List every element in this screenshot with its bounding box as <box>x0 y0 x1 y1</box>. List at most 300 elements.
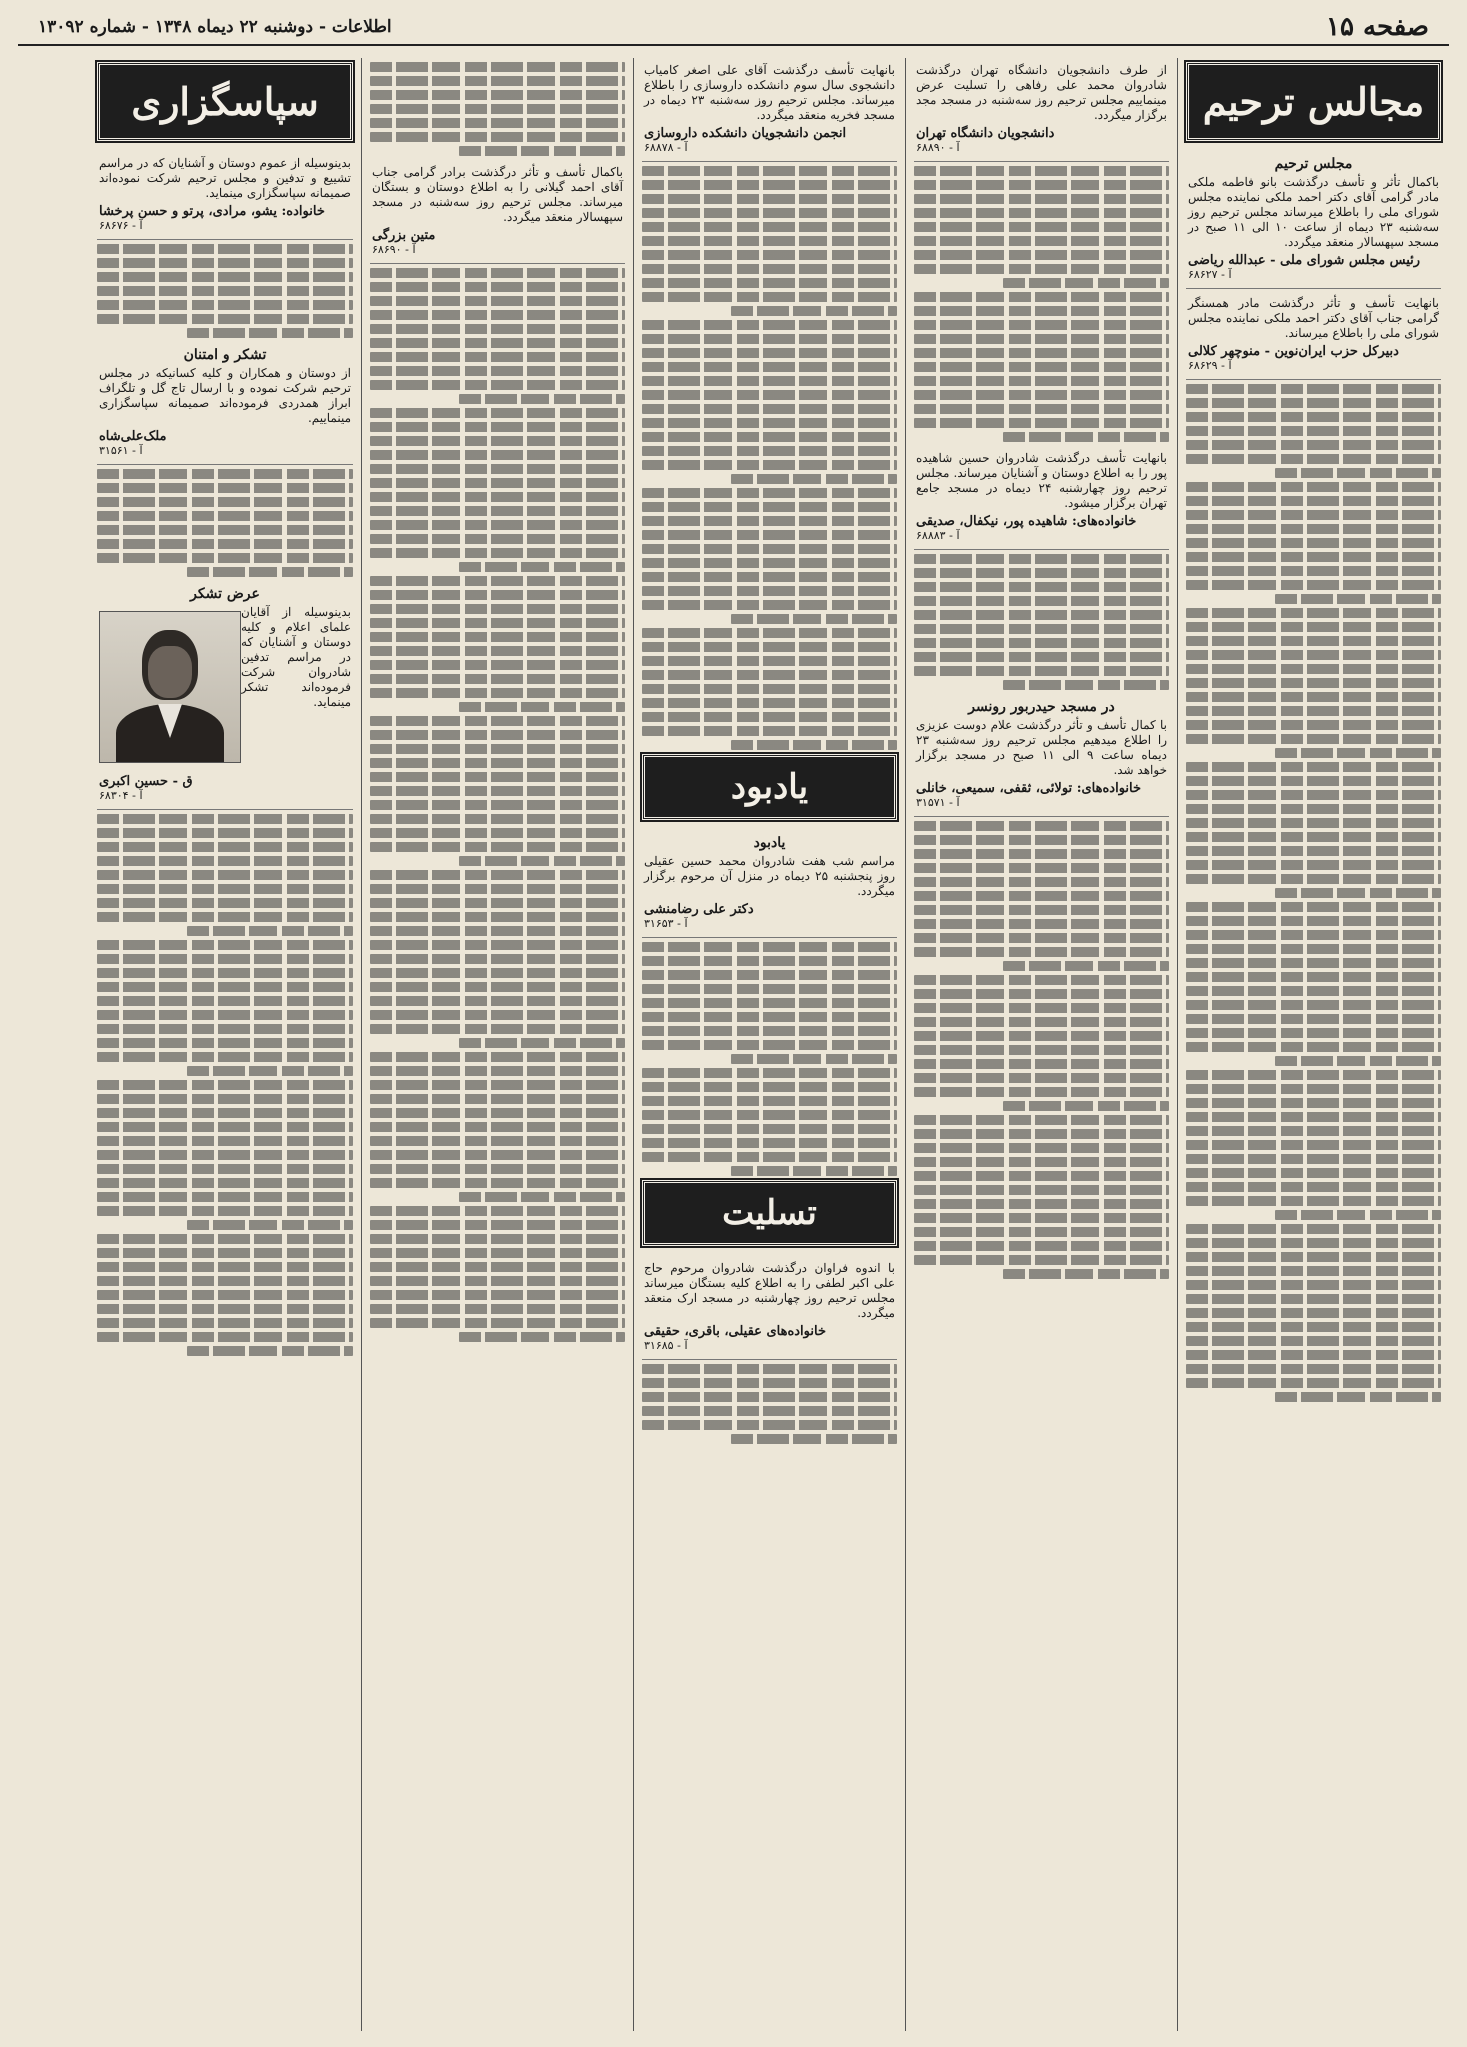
text-line <box>1186 804 1441 814</box>
text-line <box>642 642 897 652</box>
text-line <box>459 562 625 572</box>
text-line <box>642 726 897 736</box>
text-line <box>370 1094 625 1104</box>
text-line <box>97 1122 353 1132</box>
text-line <box>1186 1028 1441 1038</box>
notice <box>1186 291 1441 380</box>
banner-majales-tarhim: مجالس ترحیم <box>1186 62 1441 141</box>
text-line <box>1186 790 1441 800</box>
text-line <box>642 348 897 358</box>
text-line <box>914 222 1169 232</box>
text-line <box>97 814 353 824</box>
notice-signature: متین بزرگی <box>372 228 436 243</box>
text-line <box>914 180 1169 190</box>
text-line <box>914 891 1169 901</box>
notice <box>642 58 897 162</box>
text-line <box>370 912 625 922</box>
text-line <box>914 568 1169 578</box>
banner-sepasgozari: سپاسگزاری <box>97 62 353 141</box>
text-line <box>642 1364 897 1374</box>
text-line <box>1186 1168 1441 1178</box>
text-line <box>370 1150 625 1160</box>
text-line <box>370 268 625 278</box>
text-line <box>1186 1070 1441 1080</box>
text-line <box>370 1178 625 1188</box>
text-line <box>642 418 897 428</box>
text-line <box>370 1276 625 1286</box>
text-line <box>97 497 353 507</box>
notice-code: آ - ۶۸۶۲۹ <box>1188 359 1232 372</box>
text-line <box>97 1150 353 1160</box>
text-line <box>914 666 1169 676</box>
text-line <box>642 684 897 694</box>
text-line <box>642 460 897 470</box>
text-line <box>1186 874 1441 884</box>
text-line <box>370 380 625 390</box>
text-line <box>370 870 625 880</box>
text-line <box>97 842 353 852</box>
text-line <box>1186 818 1441 828</box>
text-line <box>97 1234 353 1244</box>
text-line <box>642 1124 897 1134</box>
text-line <box>370 1122 625 1132</box>
text-line <box>731 740 897 750</box>
notice-code: آ - ۶۸۸۸۳ <box>916 529 960 542</box>
text-line <box>1186 902 1441 912</box>
notice-signature: دکتر علی رضامنشی <box>644 902 754 917</box>
text-line <box>1186 1308 1441 1318</box>
text-line <box>1186 762 1441 772</box>
text-line <box>1186 1350 1441 1360</box>
text-line <box>642 942 897 952</box>
text-line <box>370 996 625 1006</box>
text-line <box>1186 692 1441 702</box>
text-line <box>1186 678 1441 688</box>
text-line <box>1275 468 1441 478</box>
text-line <box>642 1152 897 1162</box>
text-line <box>370 1262 625 1272</box>
text-line <box>1186 1000 1441 1010</box>
text-line <box>370 436 625 446</box>
text-line <box>642 1040 897 1050</box>
text-line <box>97 314 353 324</box>
text-line <box>642 1138 897 1148</box>
notice-code: آ - ۶۸۶۹۰ <box>372 243 416 256</box>
text-line <box>914 376 1169 386</box>
text-line <box>642 572 897 582</box>
notice-signature: ملک‌علی‌شاه <box>99 429 167 444</box>
text-line <box>914 947 1169 957</box>
text-line <box>642 1406 897 1416</box>
text-line <box>1186 958 1441 968</box>
text-line <box>914 292 1169 302</box>
text-line <box>370 1066 625 1076</box>
text-line <box>1186 734 1441 744</box>
text-line <box>914 306 1169 316</box>
notice-body: با اندوه فراوان درگذشت شادروان مرحوم حاج علی اکبر لطفی را به اطلاع کلیه بستگان میرساند مجلس ترحیم روز چهارشنبه در مسجد ارک منعقد میگردد. <box>644 1261 895 1320</box>
text-line <box>642 432 897 442</box>
text-line <box>370 730 625 740</box>
text-line <box>1186 440 1441 450</box>
text-line <box>642 1378 897 1388</box>
text-line <box>914 264 1169 274</box>
text-line <box>370 618 625 628</box>
text-line <box>914 1003 1169 1013</box>
text-line <box>1186 636 1441 646</box>
text-line <box>97 1108 353 1118</box>
text-line <box>1186 454 1441 464</box>
text-line <box>914 236 1169 246</box>
text-line <box>97 1290 353 1300</box>
notice-body: از طرف دانشجویان دانشگاه تهران درگذشت شادروان محمد علی رفاهی را تسلیت عرض مینماییم مجلس ترحیم روز سه‌شنبه در مسجد مجد برگزار میگردد. <box>916 63 1167 122</box>
text-line <box>97 1248 353 1258</box>
notice-body: بانهایت تأسف درگذشت شادروان حسین شاهیده پور را به اطلاع دوستان و آشنایان میرساند. مجلس ترحیم روز چهارشنبه ۲۴ دیماه در مسجد جامع تهران برگزار میشود. <box>916 451 1167 510</box>
text-line <box>1275 1056 1441 1066</box>
text-line <box>1186 1336 1441 1346</box>
text-line <box>1186 1322 1441 1332</box>
text-line <box>914 166 1169 176</box>
photo-caption: عرض تشکر <box>190 586 260 602</box>
text-line <box>642 998 897 1008</box>
text-line <box>642 1096 897 1106</box>
text-line <box>1186 538 1441 548</box>
text-line <box>1186 1238 1441 1248</box>
text-line <box>370 646 625 656</box>
text-line <box>370 800 625 810</box>
notice-signature: رئیس مجلس شورای ملی - عبدالله ریاضی <box>1188 253 1421 268</box>
notice-code: آ - ۶۸۸۷۸ <box>644 141 688 154</box>
notice <box>914 446 1169 550</box>
text-line <box>642 320 897 330</box>
text-line <box>97 870 353 880</box>
text-line <box>370 324 625 334</box>
column-5 <box>89 58 361 2031</box>
text-line <box>914 320 1169 330</box>
text-line <box>1186 944 1441 954</box>
text-line <box>1186 1014 1441 1024</box>
text-line <box>97 1304 353 1314</box>
notice-signature: انجمن دانشجویان دانشکده داروسازی <box>644 126 847 141</box>
text-line <box>370 1164 625 1174</box>
columns <box>36 58 1449 2031</box>
text-line <box>914 610 1169 620</box>
text-line <box>187 1346 353 1356</box>
text-line <box>642 956 897 966</box>
text-line <box>1186 1098 1441 1108</box>
notice-body: با کمال تأسف و تأثر درگذشت علام دوست عزیزی را اطلاع میدهیم مجلس ترحیم روز سه‌شنبه ۲۳ دیماه ساعت ۹ الی ۱۱ صبح در مسجد برگزار خواهد شد. <box>916 718 1167 777</box>
text-line <box>914 1129 1169 1139</box>
text-line <box>370 548 625 558</box>
text-line <box>370 520 625 530</box>
notice-title: تشکر و امتنان <box>183 347 267 363</box>
text-line <box>97 898 353 908</box>
notice-body: بانهایت تأسف و تأثر درگذشت مادر همسنگر گرامی جناب آقای دکتر احمد ملکی نماینده مجلس شورای ملی را باطلاع میرساند. <box>1188 296 1439 340</box>
text-line <box>642 712 897 722</box>
text-line <box>642 166 897 176</box>
text-line <box>370 1108 625 1118</box>
text-line <box>97 1136 353 1146</box>
text-line <box>642 446 897 456</box>
text-line <box>914 905 1169 915</box>
masthead <box>18 10 1449 46</box>
text-line <box>642 376 897 386</box>
text-line <box>1186 1378 1441 1388</box>
text-line <box>914 1059 1169 1069</box>
text-line <box>97 1094 353 1104</box>
text-line <box>731 474 897 484</box>
text-line <box>642 1026 897 1036</box>
text-line <box>1186 622 1441 632</box>
text-line <box>914 404 1169 414</box>
text-line <box>370 310 625 320</box>
notice-code: آ - ۶۸۳۰۴ <box>99 789 143 802</box>
text-line <box>97 1206 353 1216</box>
text-line <box>370 884 625 894</box>
text-line <box>914 1031 1169 1041</box>
text-line <box>97 954 353 964</box>
text-line <box>1186 1154 1441 1164</box>
text-line <box>642 502 897 512</box>
text-line <box>187 1220 353 1230</box>
text-line <box>370 758 625 768</box>
text-line <box>642 530 897 540</box>
notice-body: بدینوسیله از آقایان علمای اعلام و کلیه دوستان و آشنایان که در مراسم تدفین شادروان شرکت فرموده‌اند تشکر مینماید. <box>241 605 351 709</box>
column-2 <box>905 58 1177 2031</box>
text-line <box>97 1052 353 1062</box>
text-line <box>97 1318 353 1328</box>
text-line <box>731 1054 897 1064</box>
text-line <box>1186 1266 1441 1276</box>
banner-yadbood: یادبود <box>642 754 897 820</box>
notice-signature: ق - حسین اکبری <box>99 774 193 789</box>
text-line <box>642 544 897 554</box>
text-line <box>187 1066 353 1076</box>
text-line <box>642 222 897 232</box>
notice-body: باکمال تأسف و تأثر درگذشت برادر گرامی جناب آقای احمد گیلانی را به اطلاع دوستان و بستگان میرساند. مجلس ترحیم روز سه‌شنبه در مسجد سپهسالار منعقد میگردد. <box>372 165 623 224</box>
text-line <box>459 1038 625 1048</box>
text-line <box>914 194 1169 204</box>
text-line <box>370 744 625 754</box>
text-line <box>97 525 353 535</box>
text-line <box>642 236 897 246</box>
text-line <box>97 828 353 838</box>
text-line <box>914 638 1169 648</box>
notice-code: آ - ۶۸۶۲۷ <box>1188 268 1232 281</box>
text-line <box>370 1052 625 1062</box>
text-line <box>642 516 897 526</box>
notice <box>914 694 1169 817</box>
text-line <box>914 1199 1169 1209</box>
text-line <box>914 835 1169 845</box>
text-line <box>1186 552 1441 562</box>
text-line <box>642 1420 897 1430</box>
text-line <box>370 506 625 516</box>
text-line <box>1186 1294 1441 1304</box>
text-line <box>1186 524 1441 534</box>
text-line <box>370 674 625 684</box>
text-line <box>459 1192 625 1202</box>
text-line <box>97 286 353 296</box>
text-line <box>370 282 625 292</box>
text-line <box>97 272 353 282</box>
text-line <box>1186 496 1441 506</box>
text-line <box>459 394 625 404</box>
text-line <box>914 1017 1169 1027</box>
text-line <box>370 366 625 376</box>
text-line <box>642 1012 897 1022</box>
text-line <box>370 104 625 114</box>
text-line <box>97 258 353 268</box>
text-line <box>97 300 353 310</box>
text-line <box>97 1332 353 1342</box>
text-line <box>370 716 625 726</box>
text-line <box>914 362 1169 372</box>
text-line <box>370 1304 625 1314</box>
text-line <box>731 614 897 624</box>
notice <box>97 581 353 810</box>
text-line <box>914 208 1169 218</box>
text-line <box>1186 1140 1441 1150</box>
text-line <box>642 264 897 274</box>
text-line <box>914 863 1169 873</box>
text-line <box>1003 1269 1169 1279</box>
text-line <box>1186 566 1441 576</box>
notice-code: آ - ۳۱۶۵۳ <box>644 917 688 930</box>
notice <box>97 342 353 465</box>
text-line <box>1186 930 1441 940</box>
text-line <box>1186 1280 1441 1290</box>
notice-title: در مسجد حیدربور رونسر <box>968 699 1115 715</box>
text-line <box>642 628 897 638</box>
text-line <box>914 652 1169 662</box>
text-line <box>731 1434 897 1444</box>
text-line <box>642 334 897 344</box>
text-line <box>97 1192 353 1202</box>
text-line <box>370 118 625 128</box>
text-line <box>914 933 1169 943</box>
text-line <box>459 856 625 866</box>
text-line <box>459 702 625 712</box>
notice-body: بانهایت تأسف درگذشت آقای علی اصغر کامیاب دانشجوی سال سوم دانشکده داروسازی را باطلاع میرساند. مجلس ترحیم روز سه‌شنبه ۲۳ دیماه در مسجد فخریه منعقد میگردد. <box>644 63 895 122</box>
text-line <box>370 842 625 852</box>
notice <box>642 1256 897 1360</box>
text-line <box>914 554 1169 564</box>
text-line <box>370 1248 625 1258</box>
text-line <box>642 984 897 994</box>
text-line <box>97 483 353 493</box>
text-line <box>1275 1392 1441 1402</box>
text-line <box>914 1227 1169 1237</box>
text-line <box>370 1206 625 1216</box>
notice-title: مجلس ترحیم <box>1274 156 1353 172</box>
notice <box>370 160 625 264</box>
text-line <box>914 1143 1169 1153</box>
text-line <box>1186 846 1441 856</box>
text-line <box>187 926 353 936</box>
text-line <box>642 404 897 414</box>
banner-tasliyat: تسلیت <box>642 1180 897 1246</box>
text-line <box>97 856 353 866</box>
notice-title: یادبود <box>753 835 786 851</box>
photo-face <box>148 646 192 698</box>
text-line <box>1003 680 1169 690</box>
text-line <box>642 600 897 610</box>
text-line <box>1186 1182 1441 1192</box>
text-line <box>97 469 353 479</box>
text-line <box>187 328 353 338</box>
notice-signature: دانشجویان دانشگاه تهران <box>916 126 1055 141</box>
text-line <box>642 278 897 288</box>
text-line <box>914 1171 1169 1181</box>
text-line <box>370 590 625 600</box>
notice-signature: خانواده‌های: شاهیده پور، نیکفال، صدیقی <box>916 514 1137 529</box>
text-line <box>97 1010 353 1020</box>
notice-code: آ - ۶۸۶۷۶ <box>99 219 143 232</box>
text-line <box>914 1087 1169 1097</box>
page-number: صفحه ۱۵ <box>1326 12 1429 42</box>
text-line <box>97 1038 353 1048</box>
text-line <box>1186 1364 1441 1374</box>
text-line <box>914 1045 1169 1055</box>
text-line <box>1186 650 1441 660</box>
notice-body: بدینوسیله از عموم دوستان و آشنایان که در مراسم تشییع و تدفین و مجلس ترحیم شرکت نموده‌اند صمیمانه سپاسگزاری مینماید. <box>99 156 351 200</box>
text-line <box>370 296 625 306</box>
text-line <box>370 1234 625 1244</box>
notice <box>97 151 353 240</box>
text-line <box>1186 1084 1441 1094</box>
text-line <box>914 582 1169 592</box>
notice-signature: دبیرکل حزب ایران‌نوین - منوچهر کلالی <box>1188 344 1399 359</box>
text-line <box>1186 1252 1441 1262</box>
text-line <box>370 576 625 586</box>
text-line <box>914 1255 1169 1265</box>
text-line <box>1186 426 1441 436</box>
text-line <box>1275 748 1441 758</box>
text-line <box>1003 961 1169 971</box>
text-line <box>642 488 897 498</box>
text-line <box>459 1332 625 1342</box>
text-line <box>1186 580 1441 590</box>
text-line <box>370 954 625 964</box>
text-line <box>914 1213 1169 1223</box>
text-line <box>914 1157 1169 1167</box>
text-line <box>914 250 1169 260</box>
text-line <box>1186 832 1441 842</box>
text-line <box>370 132 625 142</box>
text-line <box>914 919 1169 929</box>
text-line <box>1186 916 1441 926</box>
text-line <box>97 1080 353 1090</box>
text-line <box>914 1185 1169 1195</box>
text-line <box>370 1220 625 1230</box>
text-line <box>370 62 625 72</box>
notice <box>914 58 1169 162</box>
text-line <box>97 539 353 549</box>
text-line <box>370 786 625 796</box>
text-line <box>370 1010 625 1020</box>
text-line <box>97 1262 353 1272</box>
text-line <box>370 1080 625 1090</box>
notice-code: آ - ۳۱۵۷۱ <box>916 796 960 809</box>
column-3 <box>633 58 905 2031</box>
text-line <box>370 968 625 978</box>
notice-signature: خانواده‌های عقیلی، باقری، حقیقی <box>644 1324 826 1339</box>
text-line <box>642 558 897 568</box>
text-line <box>642 362 897 372</box>
text-line <box>370 688 625 698</box>
notice-body: مراسم شب هفت شادروان محمد حسین عقیلی روز پنجشنبه ۲۵ دیماه در منزل آن مرحوم برگزار میگردد. <box>644 854 895 898</box>
text-line <box>642 670 897 680</box>
